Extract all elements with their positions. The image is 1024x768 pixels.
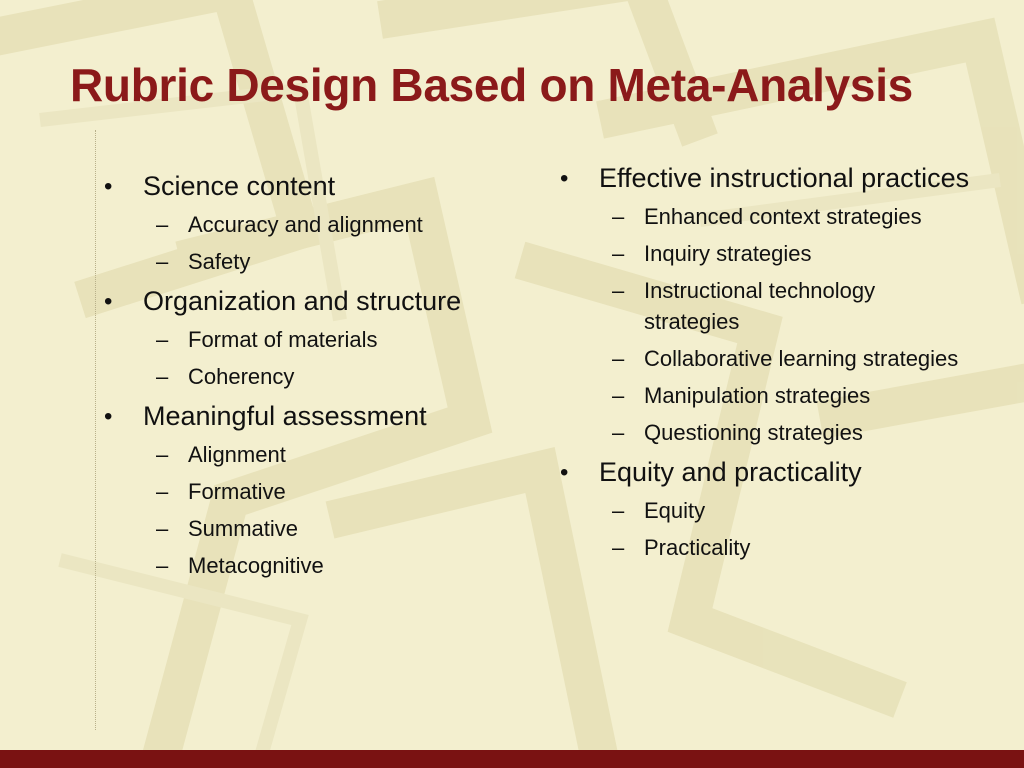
bullet-label: Organization and structure [143, 286, 462, 316]
sub-item-label: Collaborative learning strategies [644, 346, 959, 371]
sub-item-label: Alignment [188, 442, 286, 467]
dash-icon: – [156, 553, 169, 578]
bullet-label: Equity and practicality [599, 457, 862, 487]
sub-item-label: Metacognitive [188, 553, 324, 578]
bullet-group [100, 283, 500, 392]
bullet-item [556, 160, 976, 197]
sub-item-label: Summative [188, 516, 299, 541]
sub-item [556, 417, 976, 448]
bullet-group [556, 160, 976, 448]
sub-item [100, 209, 500, 240]
bullet-icon: • [560, 165, 569, 192]
sub-item [556, 238, 976, 269]
sub-item [556, 201, 976, 232]
left-column [100, 168, 500, 587]
dash-icon: – [156, 249, 169, 274]
sub-item [556, 380, 976, 411]
bullet-icon: • [104, 403, 113, 430]
dash-icon: – [156, 327, 169, 352]
dash-icon: – [612, 498, 625, 523]
bullet-item [100, 398, 500, 435]
sub-item-label: Safety [188, 249, 251, 274]
dash-icon: – [612, 346, 625, 371]
dash-icon: – [156, 479, 169, 504]
dash-icon: – [156, 516, 169, 541]
bullet-group [100, 168, 500, 277]
bullet-item [100, 168, 500, 205]
sub-item-label: Inquiry strategies [644, 241, 812, 266]
sub-item [556, 343, 976, 374]
dash-icon: – [612, 420, 625, 445]
sub-item [556, 532, 976, 563]
dash-icon: – [156, 364, 169, 389]
bullet-label: Science content [143, 171, 336, 201]
sub-item-label: Questioning strategies [644, 420, 863, 445]
sub-item-label: Enhanced context strategies [644, 204, 922, 229]
sub-item [100, 361, 500, 392]
dash-icon: – [156, 442, 169, 467]
sub-item-label: Coherency [188, 364, 295, 389]
sub-item-label: Format of materials [188, 327, 378, 352]
bottom-bar [0, 750, 1024, 768]
sub-item [556, 495, 976, 526]
bullet-label: Effective instructional practices [599, 163, 970, 193]
sub-item-label: Practicality [644, 535, 751, 560]
sub-item [100, 246, 500, 277]
divider-line [95, 130, 96, 730]
bullet-label: Meaningful assessment [143, 401, 427, 431]
dash-icon: – [612, 204, 625, 229]
sub-item [100, 439, 500, 470]
bullet-group [100, 398, 500, 581]
bullet-icon: • [104, 173, 113, 200]
bullet-group [556, 454, 976, 563]
slide-title: Rubric Design Based on Meta-Analysis [70, 59, 913, 111]
dash-icon: – [612, 241, 625, 266]
sub-item [100, 513, 500, 544]
dash-icon: – [612, 278, 625, 303]
sub-item [100, 324, 500, 355]
sub-item-label: Accuracy and alignment [188, 212, 423, 237]
sub-item-label: Instructional technology strategies [644, 278, 876, 334]
sub-item [100, 476, 500, 507]
bullet-item [100, 283, 500, 320]
sub-item [100, 550, 500, 581]
dash-icon: – [612, 383, 625, 408]
sub-item [556, 275, 976, 337]
right-column [556, 160, 976, 569]
dash-icon: – [612, 535, 625, 560]
sub-item-label: Manipulation strategies [644, 383, 871, 408]
sub-item-label: Formative [188, 479, 286, 504]
bullet-icon: • [104, 288, 113, 315]
sub-item-label: Equity [644, 498, 706, 523]
bullet-icon: • [560, 459, 569, 486]
dash-icon: – [156, 212, 169, 237]
bullet-item [556, 454, 976, 491]
